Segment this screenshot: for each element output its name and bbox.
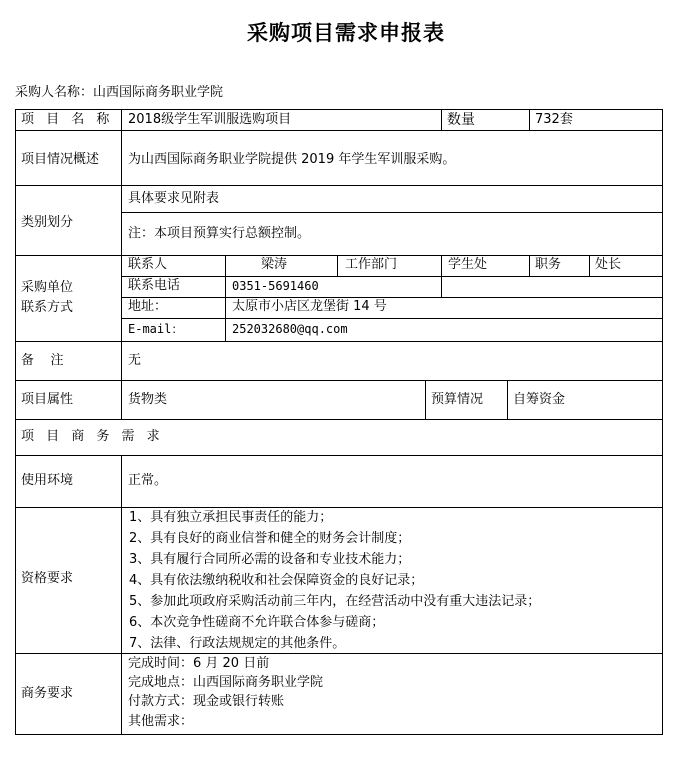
environment-label: 使用环境	[21, 473, 74, 488]
qualification-item: 4、具有依法缴纳税收和社会保障资金的良好记录；	[129, 573, 424, 588]
table-border-right	[662, 109, 663, 735]
quantity-value: 732套	[535, 112, 573, 127]
column-divider	[337, 255, 338, 276]
label-column-divider	[121, 455, 122, 735]
remark-label: 备 注	[21, 353, 64, 368]
business-section-header: 项 目 商 务 需 求	[21, 429, 164, 444]
contact-label-line-1: 采购单位	[21, 280, 74, 295]
column-divider	[507, 380, 508, 420]
contact-label-line-2: 联系方式	[21, 300, 74, 315]
qualification-item: 1、具有独立承担民事责任的能力；	[129, 510, 333, 525]
department-value: 学生处	[448, 257, 488, 272]
attribute-label: 项目属性	[21, 392, 74, 407]
contact-person-value: 梁涛	[261, 257, 288, 272]
requirement-form-table	[15, 109, 663, 735]
overview-text: 为山西国际商务职业学院提供 2019 年学生军训服采购。	[128, 152, 456, 167]
row-divider	[121, 276, 663, 277]
attribute-value: 货物类	[128, 392, 168, 407]
page-title: 采购项目需求申报表	[247, 20, 445, 45]
category-line-2: 注：本项目预算实行总额控制。	[128, 226, 311, 241]
remark-value: 无	[128, 353, 142, 368]
business-item: 付款方式：现金或银行转账	[128, 694, 285, 709]
purchaser-name: 山西国际商务职业学院	[93, 85, 224, 100]
table-border-left	[15, 109, 16, 735]
qualification-item: 3、具有履行合同所必需的设备和专业技术能力；	[129, 552, 411, 567]
row-divider	[15, 455, 663, 456]
qualification-label: 资格要求	[21, 571, 74, 586]
label-column-divider	[121, 109, 122, 380]
position-value: 处长	[595, 257, 622, 272]
column-divider	[529, 109, 530, 131]
row-divider	[15, 255, 663, 256]
purchaser-line	[15, 81, 223, 100]
label-column-divider	[121, 380, 122, 420]
row-divider	[15, 185, 663, 186]
column-divider	[425, 380, 426, 420]
phone-value: 0351-5691460	[232, 279, 319, 293]
budget-label: 预算情况	[431, 392, 484, 407]
column-divider	[441, 109, 442, 131]
qualification-item: 6、本次竞争性磋商不允许联合体参与磋商；	[129, 615, 385, 630]
row-divider	[15, 341, 663, 342]
purchaser-label: 采购人名称：	[15, 85, 94, 100]
qualification-item: 5、参加此项政府采购活动前三年内，在经营活动中没有重大违法记录；	[129, 594, 541, 609]
column-divider	[225, 255, 226, 341]
project-name-value: 2018级学生军训服选购项目	[128, 112, 292, 127]
row-divider	[121, 212, 663, 213]
project-name-label: 项 目 名 称	[21, 112, 114, 127]
table-border-top	[15, 109, 663, 110]
row-divider	[15, 507, 663, 508]
row-divider	[15, 130, 663, 131]
email-value: 252032680@qq.com	[232, 322, 348, 336]
category-label: 类别划分	[21, 215, 74, 230]
business-item: 其他需求：	[128, 714, 194, 729]
contact-person-label: 联系人	[128, 257, 168, 272]
row-divider	[121, 318, 663, 319]
phone-label: 联系电话	[128, 278, 181, 293]
position-label: 职务	[535, 257, 562, 272]
category-line-1: 具体要求见附表	[128, 191, 220, 206]
environment-value: 正常。	[128, 473, 168, 488]
address-label: 地址：	[128, 299, 168, 314]
column-divider	[529, 255, 530, 276]
qualification-item: 7、法律、行政法规规定的其他条件。	[129, 636, 346, 651]
department-label: 工作部门	[345, 257, 398, 272]
row-divider	[121, 297, 663, 298]
email-label: E-mail：	[128, 322, 184, 336]
qualification-item: 2、具有良好的商业信誉和健全的财务会计制度；	[129, 531, 411, 546]
budget-value: 自筹资金	[513, 392, 566, 407]
row-divider	[15, 419, 663, 420]
column-divider	[441, 255, 442, 297]
business-item: 完成地点：山西国际商务职业学院	[128, 675, 324, 690]
quantity-label: 数量	[447, 112, 475, 128]
column-divider	[589, 255, 590, 276]
business-item: 完成时间：6 月 20 日前	[128, 656, 270, 671]
business-label: 商务要求	[21, 686, 74, 701]
address-value: 太原市小店区龙堡街 14 号	[232, 299, 387, 314]
row-divider	[15, 380, 663, 381]
overview-label: 项目情况概述	[21, 152, 100, 167]
table-border-bottom	[15, 734, 663, 735]
